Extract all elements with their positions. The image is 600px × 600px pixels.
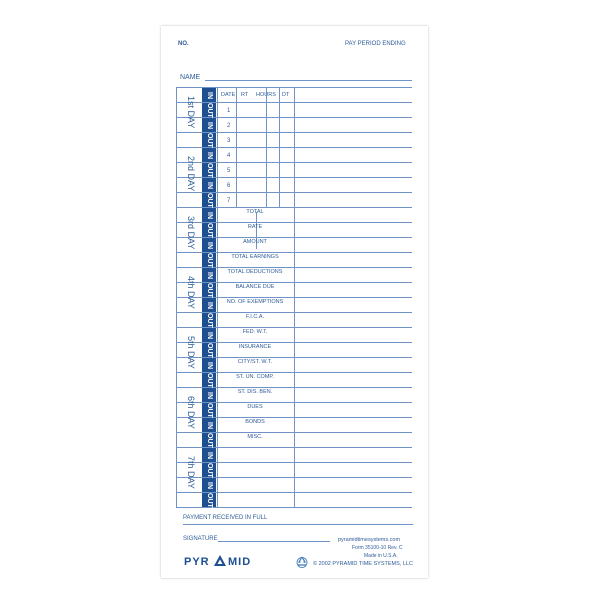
summary-city-st-wt: CITY/ST. W.T. — [237, 359, 273, 365]
rt-column-header: RT — [241, 92, 249, 98]
out-band: OUT — [202, 223, 216, 237]
row-number-4: 4 — [227, 153, 231, 159]
in-band: IN — [202, 238, 216, 252]
out-band: OUT — [202, 493, 216, 507]
row-number-5: 5 — [227, 168, 231, 174]
summary-exemptions: NO. OF EXEMPTIONS — [226, 299, 284, 305]
made-in-text: Made in U.S.A. — [364, 553, 398, 559]
day-label-4: 4th DAY — [186, 276, 196, 309]
summary-total-earnings: TOTAL EARNINGS — [231, 254, 279, 260]
out-band: OUT — [202, 433, 216, 447]
grid-column-divider — [279, 87, 280, 207]
svg-text:PYR: PYR — [184, 556, 210, 568]
in-band: IN — [202, 268, 216, 282]
day-label-7: 7th DAY — [186, 456, 196, 489]
summary-rate: RATE — [247, 224, 263, 230]
summary-fica: F.I.C.A. — [245, 314, 265, 320]
day-label-3: 3rd DAY — [186, 216, 196, 250]
day-label-6: 6th DAY — [186, 396, 196, 429]
payment-received-label: PAYMENT RECEIVED IN FULL — [183, 515, 268, 521]
summary-fed-wt: FED. W.T. — [242, 329, 268, 335]
grid-column-divider — [294, 87, 295, 507]
copyright-text: © 2002 PYRAMID TIME SYSTEMS, LLC — [313, 561, 413, 567]
name-label: NAME — [180, 74, 201, 81]
signature-label: SIGNATURE — [183, 536, 218, 542]
in-band: IN — [202, 478, 216, 492]
out-band: OUT — [202, 133, 216, 147]
date-column-header: DATE — [221, 92, 236, 98]
dt-column-header: DT — [282, 92, 290, 98]
summary-misc: MISC. — [247, 434, 263, 440]
day-label-5: 5th DAY — [186, 336, 196, 369]
in-band: IN — [202, 208, 216, 222]
in-band: IN — [202, 328, 216, 342]
out-band: OUT — [202, 373, 216, 387]
out-band: OUT — [202, 253, 216, 267]
out-band: OUT — [202, 283, 216, 297]
in-band: IN — [202, 388, 216, 402]
payment-line — [183, 524, 413, 525]
number-label: NO. — [178, 41, 189, 47]
website-text: pyramidtimesystems.com — [338, 537, 401, 543]
out-band: OUT — [202, 463, 216, 477]
summary-dues: DUES — [247, 404, 263, 410]
summary-total-deductions: TOTAL DEDUCTIONS — [227, 269, 283, 275]
grid-column-divider — [266, 87, 267, 207]
day-label-1: 1st DAY — [186, 96, 196, 129]
hours-column-header: HOURS — [256, 92, 276, 98]
in-band: IN — [202, 358, 216, 372]
out-band: OUT — [202, 403, 216, 417]
out-band: OUT — [202, 313, 216, 327]
summary-balance-due: BALANCE DUE — [235, 284, 275, 290]
out-band: OUT — [202, 343, 216, 357]
pyramid-logo — [184, 554, 276, 568]
recycle-icon — [296, 555, 308, 567]
out-band: OUT — [202, 103, 216, 117]
row-number-1: 1 — [227, 108, 231, 114]
summary-insurance: INSURANCE — [238, 344, 272, 350]
in-band: IN — [202, 418, 216, 432]
summary-amount: AMOUNT — [243, 239, 267, 245]
signature-line[interactable] — [218, 541, 330, 542]
in-band: IN — [202, 148, 216, 162]
day-label-2: 2nd DAY — [186, 156, 196, 192]
form-number-text: Form 35100-10 Rev. C — [352, 545, 403, 551]
in-band: IN — [202, 88, 216, 102]
in-band: IN — [202, 298, 216, 312]
svg-text:MID: MID — [228, 556, 252, 568]
grid-column-divider — [217, 87, 218, 507]
in-band: IN — [202, 178, 216, 192]
summary-bonds: BONDS — [245, 419, 265, 425]
row-number-7: 7 — [227, 198, 231, 204]
row-number-2: 2 — [227, 123, 231, 129]
grid-column-divider — [236, 87, 237, 207]
out-band: OUT — [202, 193, 216, 207]
row-number-3: 3 — [227, 138, 231, 144]
out-band: OUT — [202, 163, 216, 177]
name-field-line[interactable] — [205, 80, 412, 81]
summary-st-dis-ben: ST. DIS. BEN. — [237, 389, 273, 395]
row-number-6: 6 — [227, 183, 231, 189]
in-band: IN — [202, 448, 216, 462]
summary-st-un-comp: ST. UN. COMP. — [236, 374, 274, 380]
pay-period-label: PAY PERIOD ENDING — [345, 41, 406, 47]
in-band: IN — [202, 118, 216, 132]
summary-total: TOTAL — [246, 209, 264, 215]
